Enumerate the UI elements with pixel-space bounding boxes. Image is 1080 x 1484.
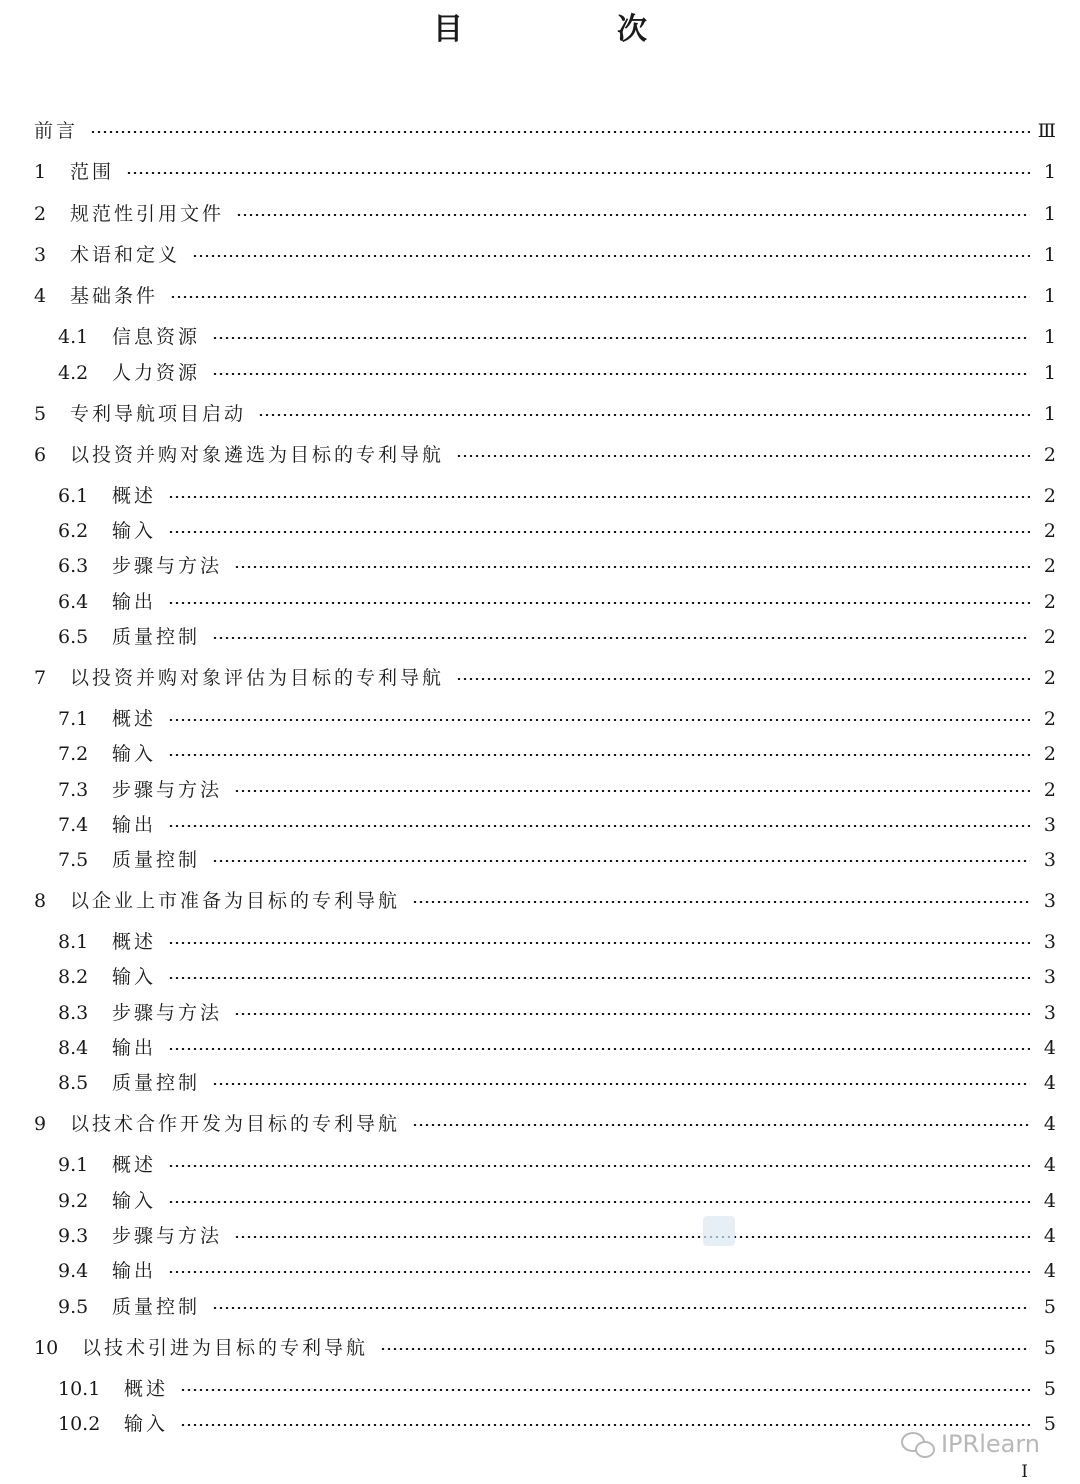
- toc-dot-leader: [168, 825, 1030, 827]
- toc-entry-title: 以企业上市准备为目标的专利导航: [70, 890, 401, 912]
- toc-entry-number: 9.2: [58, 1190, 89, 1212]
- toc-entry-number: 8.3: [58, 1002, 89, 1024]
- toc-entry-page: 1: [1043, 161, 1056, 183]
- toc-entry-number: 6.2: [58, 520, 89, 542]
- toc-entry: [0, 513, 1080, 549]
- toc-entry-number: 6.4: [58, 591, 89, 613]
- toc-entry: [0, 437, 1080, 473]
- toc-entry-title: 以投资并购对象遴选为目标的专利导航: [70, 444, 445, 466]
- toc-entry-page: 3: [1043, 849, 1056, 871]
- toc-entry: [0, 548, 1080, 584]
- toc-entry: [0, 842, 1080, 878]
- toc-entry-number: 8.2: [58, 966, 89, 988]
- toc-dot-leader: [258, 414, 1030, 416]
- toc-entry: [0, 355, 1080, 391]
- toc-entry: [0, 113, 1080, 149]
- toc-entry: [0, 196, 1080, 232]
- toc-entry-page: 2: [1043, 667, 1056, 689]
- toc-entry-title: 概述: [124, 1378, 169, 1400]
- toc-dot-leader: [212, 1083, 1030, 1085]
- toc-entry-page: 1: [1043, 326, 1056, 348]
- toc-entry: [0, 736, 1080, 772]
- toc-entry-page: 4: [1043, 1190, 1056, 1212]
- toc-entry: [0, 1106, 1080, 1142]
- toc-entry-number: 10.2: [58, 1413, 101, 1435]
- toc-entry-page: 2: [1043, 591, 1056, 613]
- stamp-mark: [703, 1216, 735, 1246]
- toc-entry-number: 4: [34, 285, 47, 307]
- toc-entry-page: 4: [1043, 1225, 1056, 1247]
- toc-entry-title: 概述: [112, 1154, 157, 1176]
- toc-dot-leader: [168, 1048, 1030, 1050]
- toc-dot-leader: [234, 1236, 1030, 1238]
- toc-dot-leader: [170, 296, 1030, 298]
- toc-entry-number: 6.1: [58, 485, 89, 507]
- toc-dot-leader: [212, 1307, 1030, 1309]
- toc-entry-number: 8.5: [58, 1072, 89, 1094]
- toc-entry-number: 4.2: [58, 362, 89, 384]
- toc-entry: [0, 396, 1080, 432]
- toc-entry-page: Ⅲ: [1037, 120, 1056, 142]
- toc-entry-number: 7.1: [58, 708, 89, 730]
- toc-entry-number: 1: [34, 161, 47, 183]
- toc-entry-number: 7.5: [58, 849, 89, 871]
- toc-entry-number: 9.3: [58, 1225, 89, 1247]
- toc-entry-title: 输入: [112, 743, 157, 765]
- toc-entry-title: 步骤与方法: [112, 1002, 223, 1024]
- toc-entry-page: 1: [1043, 403, 1056, 425]
- toc-entry: [0, 660, 1080, 696]
- toc-entry-title: 人力资源: [112, 362, 201, 384]
- toc-entry: [0, 584, 1080, 620]
- toc-entry-title: 输出: [112, 1260, 157, 1282]
- toc-entry-page: 2: [1043, 743, 1056, 765]
- toc-entry-title: 输出: [112, 591, 157, 613]
- toc-entry-title: 输入: [124, 1413, 169, 1435]
- toc-entry-title: 术语和定义: [70, 244, 181, 266]
- toc-entry-number: 8: [34, 890, 47, 912]
- toc-entry-title: 信息资源: [112, 326, 201, 348]
- toc-entry: [0, 619, 1080, 655]
- toc-dot-leader: [234, 1013, 1030, 1015]
- toc-entry: [0, 1253, 1080, 1289]
- toc-entry-title: 输入: [112, 966, 157, 988]
- toc-entry-number: 6.3: [58, 555, 89, 577]
- footer-page-number: I: [1021, 1462, 1028, 1482]
- toc-entry-title: 前言: [34, 120, 79, 142]
- toc-entry-page: 3: [1043, 814, 1056, 836]
- toc-dot-leader: [168, 602, 1030, 604]
- toc-entry-page: 2: [1043, 779, 1056, 801]
- toc-dot-leader: [380, 1348, 1030, 1350]
- toc-entry-page: 4: [1043, 1260, 1056, 1282]
- toc-entry-number: 2: [34, 203, 47, 225]
- toc-dot-leader: [168, 942, 1030, 944]
- toc-entry: [0, 995, 1080, 1031]
- toc-dot-leader: [236, 214, 1030, 216]
- toc-entry-page: 1: [1043, 244, 1056, 266]
- toc-entry: [0, 1065, 1080, 1101]
- toc-dot-leader: [168, 1165, 1030, 1167]
- toc-dot-leader: [456, 678, 1030, 680]
- toc-entry: [0, 1183, 1080, 1219]
- toc-entry: [0, 959, 1080, 995]
- toc-entry-title: 概述: [112, 931, 157, 953]
- toc-entry-number: 9.4: [58, 1260, 89, 1282]
- toc-entry-title: 输出: [112, 814, 157, 836]
- toc-entry-page: 5: [1043, 1337, 1056, 1359]
- toc-entry-number: 7: [34, 667, 47, 689]
- toc-entry-number: 10.1: [58, 1378, 101, 1400]
- toc-entry-page: 1: [1043, 362, 1056, 384]
- toc-entry-title: 步骤与方法: [112, 1225, 223, 1247]
- toc-entry-title: 质量控制: [112, 849, 201, 871]
- watermark-text: IPRlearn: [940, 1430, 1040, 1458]
- toc-entry-title: 以投资并购对象评估为目标的专利导航: [70, 667, 445, 689]
- toc-entry-title: 质量控制: [112, 1072, 201, 1094]
- toc-dot-leader: [212, 860, 1030, 862]
- toc-entry-page: 2: [1043, 444, 1056, 466]
- toc-dot-leader: [168, 531, 1030, 533]
- toc-entry-page: 3: [1043, 1002, 1056, 1024]
- toc-dot-leader: [126, 172, 1030, 174]
- toc-dot-leader: [192, 255, 1030, 257]
- toc-entry-number: 5: [34, 403, 47, 425]
- toc-entry: [0, 924, 1080, 960]
- toc-entry: [0, 701, 1080, 737]
- toc-dot-leader: [168, 1201, 1030, 1203]
- toc-dot-leader: [168, 754, 1030, 756]
- toc-entry-page: 5: [1043, 1413, 1056, 1435]
- toc-entry-title: 规范性引用文件: [70, 203, 225, 225]
- toc-entry-title: 概述: [112, 708, 157, 730]
- toc-dot-leader: [234, 790, 1030, 792]
- toc-dot-leader: [180, 1424, 1030, 1426]
- toc-entry-page: 2: [1043, 555, 1056, 577]
- toc-entry-number: 10: [34, 1337, 59, 1359]
- toc-dot-leader: [180, 1389, 1030, 1391]
- wechat-icon: [901, 1430, 937, 1458]
- toc-entry-number: 7.3: [58, 779, 89, 801]
- toc-entry: [0, 319, 1080, 355]
- toc-entry-page: 2: [1043, 485, 1056, 507]
- toc-entry-page: 1: [1043, 285, 1056, 307]
- toc-dot-leader: [212, 373, 1030, 375]
- toc-entry-number: 9.5: [58, 1296, 89, 1318]
- toc-entry-number: 3: [34, 244, 47, 266]
- toc-entry-title: 步骤与方法: [112, 779, 223, 801]
- toc-entry-number: 4.1: [58, 326, 89, 348]
- toc-entry-number: 6.5: [58, 626, 89, 648]
- toc-entry: [0, 1147, 1080, 1183]
- toc-entry-page: 5: [1043, 1296, 1056, 1318]
- toc-entry-title: 基础条件: [70, 285, 159, 307]
- toc-entry: [0, 154, 1080, 190]
- toc-entry-number: 7.4: [58, 814, 89, 836]
- toc-entry: [0, 1030, 1080, 1066]
- toc-entry-page: 3: [1043, 890, 1056, 912]
- toc-entry-number: 8.1: [58, 931, 89, 953]
- toc-entry-title: 范围: [70, 161, 115, 183]
- toc-entry: [0, 1371, 1080, 1407]
- toc-entry-number: 7.2: [58, 743, 89, 765]
- toc-entry: [0, 478, 1080, 514]
- toc-dot-leader: [168, 719, 1030, 721]
- toc-entry-page: 5: [1043, 1378, 1056, 1400]
- toc-entry: [0, 1289, 1080, 1325]
- toc-entry-page: 4: [1043, 1154, 1056, 1176]
- toc-entry-title: 概述: [112, 485, 157, 507]
- toc-entry-page: 4: [1043, 1113, 1056, 1135]
- toc-entry: [0, 772, 1080, 808]
- toc-entry-page: 1: [1043, 203, 1056, 225]
- toc-dot-leader: [234, 566, 1030, 568]
- toc-entry-title: 以技术引进为目标的专利导航: [82, 1337, 369, 1359]
- toc-entry-title: 输入: [112, 520, 157, 542]
- toc-entry: [0, 1330, 1080, 1366]
- toc-dot-leader: [168, 1271, 1030, 1273]
- toc-entry-title: 输入: [112, 1190, 157, 1212]
- toc-dot-leader: [212, 337, 1030, 339]
- toc-entry-title: 以技术合作开发为目标的专利导航: [70, 1113, 401, 1135]
- toc-entry-title: 专利导航项目启动: [70, 403, 247, 425]
- toc-entry-title: 质量控制: [112, 626, 201, 648]
- toc-entry-title: 输出: [112, 1037, 157, 1059]
- toc-entry: [0, 807, 1080, 843]
- toc-entry-number: 8.4: [58, 1037, 89, 1059]
- toc-dot-leader: [412, 1124, 1030, 1126]
- toc-entry: [0, 237, 1080, 273]
- toc-entry-page: 4: [1043, 1072, 1056, 1094]
- toc-dot-leader: [168, 496, 1030, 498]
- toc-entry-number: 9: [34, 1113, 47, 1135]
- watermark: [901, 1430, 1040, 1458]
- toc-entry-title: 步骤与方法: [112, 555, 223, 577]
- toc-entry: [0, 883, 1080, 919]
- toc-entry-page: 3: [1043, 931, 1056, 953]
- toc-entry: [0, 278, 1080, 314]
- toc-entry-page: 3: [1043, 966, 1056, 988]
- page-title: 目 次: [433, 12, 709, 47]
- toc-entry-page: 2: [1043, 520, 1056, 542]
- toc-dot-leader: [412, 901, 1030, 903]
- toc-entry-page: 4: [1043, 1037, 1056, 1059]
- toc-entry-number: 9.1: [58, 1154, 89, 1176]
- toc-dot-leader: [168, 977, 1030, 979]
- toc-entry-page: 2: [1043, 626, 1056, 648]
- toc-dot-leader: [456, 455, 1030, 457]
- toc-entry: [0, 1218, 1080, 1254]
- toc-dot-leader: [212, 637, 1030, 639]
- toc-entry-number: 6: [34, 444, 47, 466]
- toc-dot-leader: [90, 131, 1030, 133]
- toc-entry-page: 2: [1043, 708, 1056, 730]
- toc-entry-title: 质量控制: [112, 1296, 201, 1318]
